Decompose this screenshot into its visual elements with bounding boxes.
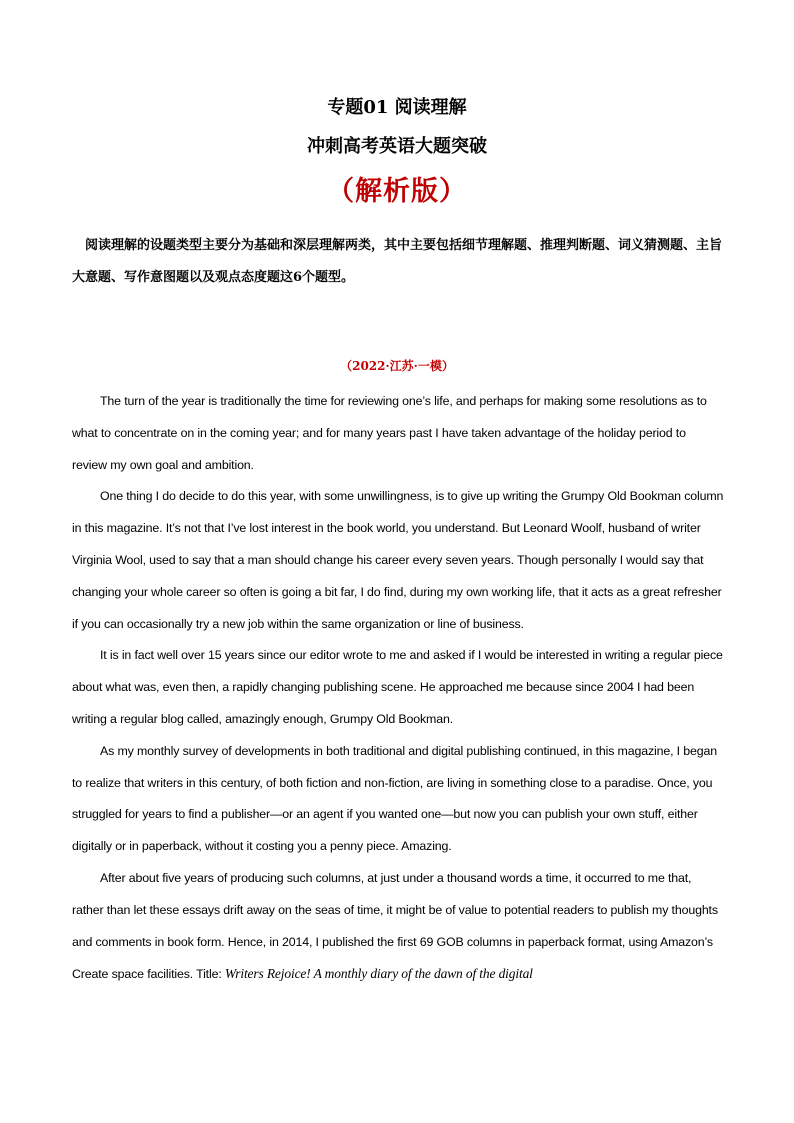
paragraph-5-text: After about five years of producing such columns, at just under a thousand words a time, it occurred to me that, rather than let these essays drift away on the seas of time, it might be of value to potential readers to publish my thoughts and comments in book form. Hence, in 2014, I published the first 69 GOB columns in paperback format, using Amazon’s Create space facilities. Title: — [72, 870, 718, 982]
subtitle: 冲刺高考英语大题突破 — [307, 136, 487, 157]
source-label: （2022·江苏·一模） — [340, 359, 454, 373]
passage-paragraph-2: One thing I do decide to do this year, with some unwillingness, is to give up writing the Grumpy Old Bookman column in this magazine. It’s not that I’ve lost interest in the book world, you understand. But Leonard Woolf, husband of writer Virginia Wool, used to say that a man should change his career every seven years. Though personally I would say that changing your whole career so often is going a bit far, I do find, during my own working life, that it acts as a great refresher if you can occasionally try a new job within the same organization or line of business. — [72, 489, 724, 631]
passage-paragraph-1: The turn of the year is traditionally the time for reviewing one’s life, and perhaps for making some resolutions as to what to concentrate on in the coming year; and for many years past I have taken advantage of the holiday period to review my own goal and ambition. — [72, 394, 707, 472]
passage-paragraph-5 — [72, 863, 724, 991]
passage-paragraph-4: As my monthly survey of developments in both traditional and digital publishing continued, in this magazine, I began to realize that writers in this century, of both fiction and non-fiction, are living in something close to a paradise. Once, you struggled for years to find a publisher—or an agent if you wanted one—but now you can publish your own stuff, either digitally or in paperback, without it costing you a penny piece. Amazing. — [72, 743, 717, 854]
intro-paragraph: 阅读理解的设题类型主要分为基础和深层理解两类，其中主要包括细节理解题、推理判断题、词义猜测题、主旨大意题、写作意图题以及观点态度题这6个题型。 — [72, 238, 723, 285]
reading-passage — [72, 386, 724, 991]
book-title-italic: Writers Rejoice! A monthly diary of the dawn of the digital — [224, 966, 533, 982]
topic-title: 专题01 阅读理解 — [327, 97, 467, 118]
passage-paragraph-3: It is in fact well over 15 years since our editor wrote to me and asked if I would be interested in writing a regular piece about what was, even then, a rapidly changing publishing scene. He approached me because since 2004 I had been writing a regular blog called, amazingly enough, Grumpy Old Bookman. — [72, 648, 723, 726]
edition-label: （解析版） — [327, 176, 467, 207]
